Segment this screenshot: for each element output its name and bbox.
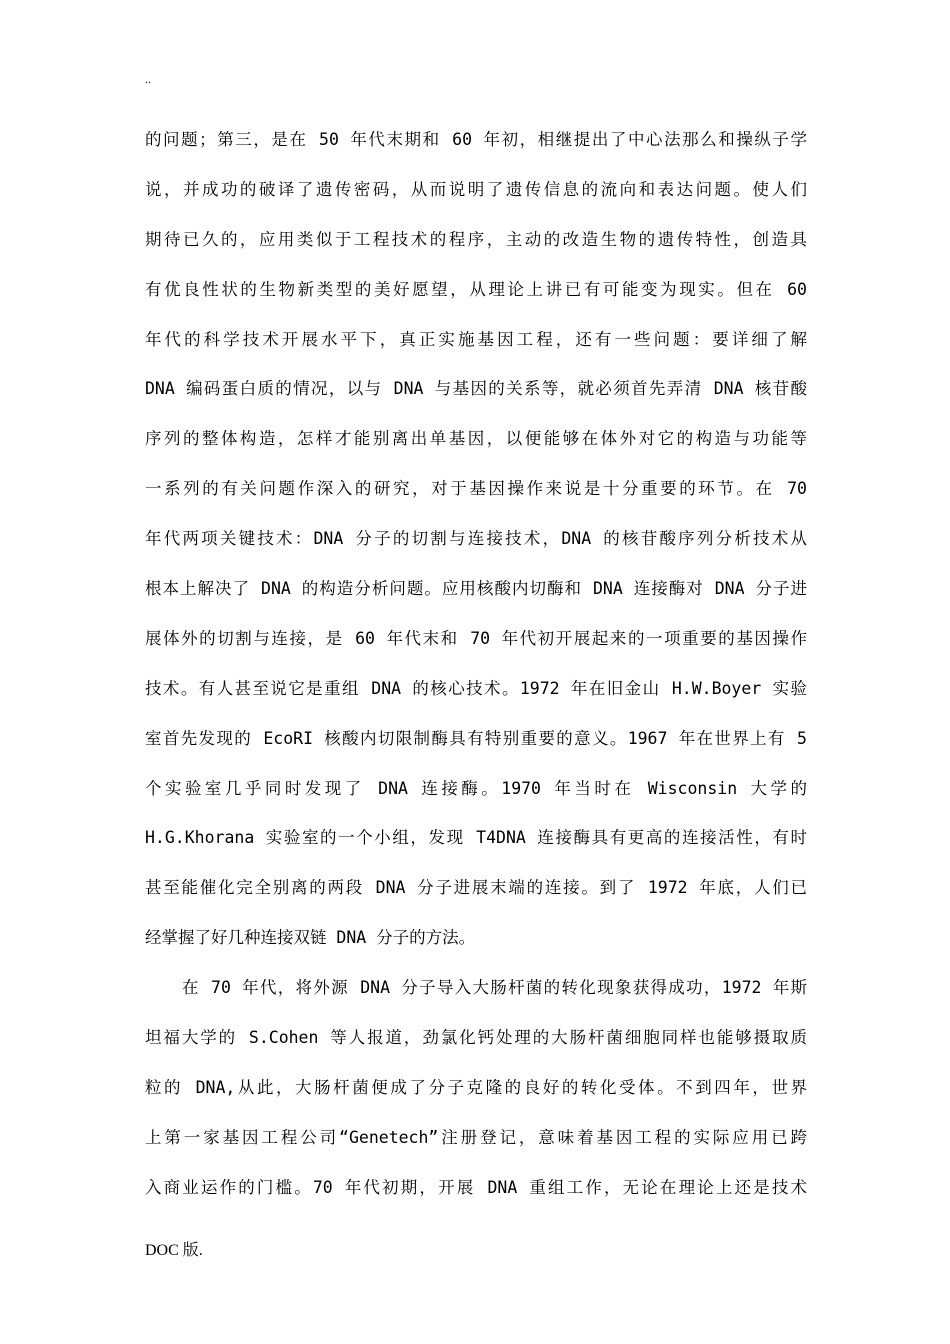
document-body xyxy=(145,120,807,1218)
text-line: 粒的 DNA,从此，大肠杆菌便成了分子克隆的良好的转化受体。不到四年，世界 xyxy=(145,1077,807,1097)
text-line: 甚至能催化完全别离的两段 DNA 分子进展末端的连接。到了 1972 年底，人们已 xyxy=(145,878,807,898)
text-line: 在 70 年代，将外源 DNA 分子导入大肠杆菌的转化现象获得成功，1972 年斯 xyxy=(182,978,807,998)
text-line: 根本上解决了 DNA 的构造分析问题。应用核酸内切酶和 DNA 连接酶对 DNA 分子进 xyxy=(145,579,807,599)
text-line: 入商业运作的门槛。70 年代初期，开展 DNA 重组工作，无论在理论上还是技术 xyxy=(145,1177,807,1197)
text-line: 个实验室几乎同时发现了 DNA 连接酶。1970 年当时在 Wisconsin 大学的 xyxy=(145,778,807,798)
text-line: 坦福大学的 S.Cohen 等人报道，劲氯化钙处理的大肠杆菌细胞同样也能够摄取质 xyxy=(145,1028,807,1048)
text-line: 期待已久的，应用类似于工程技术的程序，主动的改造生物的遗传特性，创造具 xyxy=(145,229,807,249)
header-mark: .. xyxy=(145,72,151,86)
text-line: 经掌握了好几种连接双链 DNA 分子的方法。 xyxy=(145,928,476,948)
text-line: 上第一家基因工程公司“Genetech”注册登记，意味着基因工程的实际应用已跨 xyxy=(145,1127,807,1147)
text-line: 室首先发现的 EcoRI 核酸内切限制酶具有特别重要的意义。1967 年在世界上有 5 xyxy=(145,728,807,748)
text-line: 展体外的切割与连接，是 60 年代末和 70 年代初开展起来的一项重要的基因操作 xyxy=(145,628,807,648)
text-line: 序列的整体构造，怎样才能别离出单基因，以便能够在体外对它的构造与功能等 xyxy=(145,429,807,449)
text-line: 的问题；第三，是在 50 年代末期和 60 年初，相继提出了中心法那么和操纵子学 xyxy=(145,130,807,149)
text-line: 技术。有人甚至说它是重组 DNA 的核心技术。1972 年在旧金山 H.W.Boyer 实验 xyxy=(145,678,807,698)
text-line: DNA 编码蛋白质的情况，以与 DNA 与基因的关系等，就必须首先弄清 DNA 核苷酸 xyxy=(145,379,807,399)
text-line: H.G.Khorana 实验室的一个小组，发现 T4DNA 连接酶具有更高的连接活性，有时 xyxy=(145,828,807,848)
text-line: 一系列的有关问题作深入的研究，对于基因操作来说是十分重要的环节。在 70 xyxy=(145,479,807,499)
text-line: 年代的科学技术开展水平下，真正实施基因工程，还有一些问题：要详细了解 xyxy=(145,329,807,349)
text-line: 说，并成功的破译了遗传密码，从而说明了遗传信息的流向和表达问题。使人们 xyxy=(145,179,807,199)
text-line: 有优良性状的生物新类型的美好愿望，从理论上讲已有可能变为现实。但在 60 xyxy=(145,279,807,299)
footer-label: DOC 版. xyxy=(145,1242,203,1259)
text-line: 年代两项关键技术：DNA 分子的切割与连接技术，DNA 的核苷酸序列分析技术从 xyxy=(145,529,807,549)
